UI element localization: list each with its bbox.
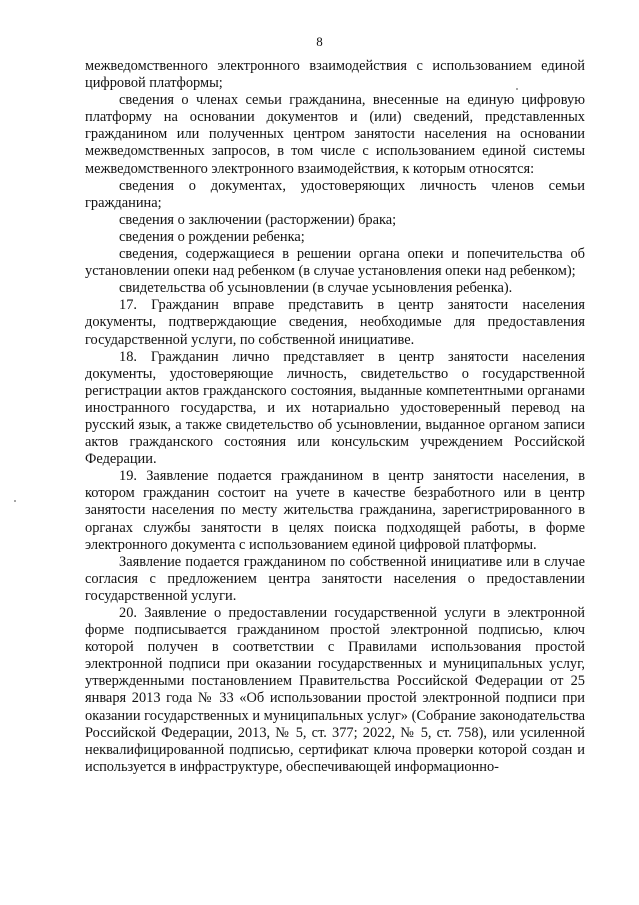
paragraph-11: Заявление подается гражданином по собственной инициативе или в случае согласия с предложением центра занятости населения о предоставлении государственной услуги. [85, 553, 585, 604]
paragraph-9: 18. Гражданин лично представляет в центр занятости населения документы, удостоверяющие личность, свидетельство о государственной регистрации актов гражданского состояния, выданные компетентными органами иностранного государства, и их нотариально удостоверенный перевод на русский язык, а также свидетельство об усыновлении, выданное органом записи актов гражданского состояния или консульским учреждением Российской Федерации. [85, 348, 585, 468]
paragraph-10: 19. Заявление подается гражданином в центр занятости населения, в котором гражданин состоит на учете в качестве безработного или в центр занятости населения по месту жительства гражданина, зарегистрированного в органах службы занятости в целях поиска подходящей работы, в форме электронного документа с использованием единой цифровой платформы. [85, 468, 585, 553]
paragraph-12: 20. Заявление о предоставлении государственной услуги в электронной форме подписывается гражданином простой электронной подписью, ключ которой получен в соответствии с Правилами использования простой электронной подписи при оказании государственных и муниципальных услуг, утвержденными постановлением Правительства Российской Федерации от 25 января 2013 года № 33 «Об использовании простой электронной подписи при оказании государственных и муниципальных услуг» (Собрание законодательства Российской Федерации, 2013, № 5, ст. 377; 2022, № 5, ст. 758), или усиленной неквалифицированной подписью, сертификат ключа проверки которой создан и используется в инфраструктуре, обеспечивающей информационно- [85, 605, 585, 775]
paragraph-7: свидетельства об усыновлении (в случае усыновления ребенка). [119, 280, 513, 297]
page-number: 8 [316, 34, 323, 49]
paragraph-3: сведения о документах, удостоверяющих личность членов семьи гражданина; [85, 177, 585, 211]
paragraph-8: 17. Гражданин вправе представить в центр занятости населения документы, подтверждающие сведения, необходимые для предоставления государственной услуги, по собственной инициативе. [85, 297, 585, 348]
document-body [85, 58, 585, 776]
paragraph-2: сведения о членах семьи гражданина, внесенные на единую цифровую платформу на основании документов и (или) сведений, представленных гражданином или полученных центром занятости населения на основании межведомственных запросов, в том числе с использованием единой системы межведомственного электронного взаимодействия, к которым относятся: [85, 92, 585, 177]
paragraph-6: сведения, содержащиеся в решении органа опеки и попечительства об установлении опеки над ребенком (в случае установления опеки над ребенком); [85, 246, 585, 280]
paragraph-5: сведения о рождении ребенка; [119, 228, 305, 245]
paragraph-1: межведомственного электронного взаимодействия с использованием единой цифровой платформы; [85, 58, 585, 92]
scan-speck [516, 88, 518, 90]
scan-speck [14, 500, 16, 502]
paragraph-4: сведения о заключении (расторжении) брака; [119, 211, 397, 228]
